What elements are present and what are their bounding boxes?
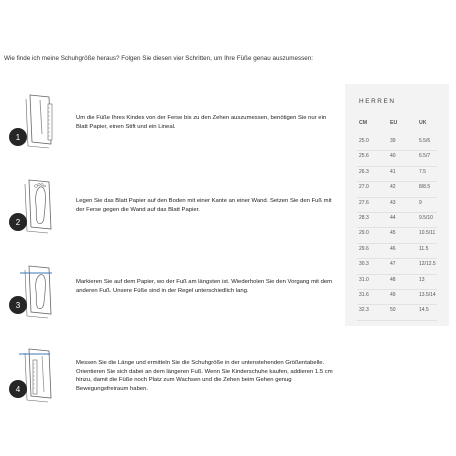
table-cell: 27.6	[359, 199, 369, 206]
table-row	[345, 151, 449, 166]
table-cell: 45	[390, 230, 396, 237]
table-cell: 41	[390, 168, 396, 175]
size-table-rows	[345, 136, 449, 321]
table-cell: 47	[390, 261, 396, 268]
header-uk: UK	[419, 120, 427, 126]
table-cell: 43	[390, 199, 396, 206]
table-cell: 31.0	[359, 276, 369, 283]
table-cell: 26.3	[359, 168, 369, 175]
table-cell: 14.5	[419, 307, 429, 314]
header-cm: CM	[359, 120, 368, 126]
table-cell: 13.5/14	[419, 291, 436, 298]
measure-length-icon	[4, 342, 64, 414]
table-cell: 9.5/10	[419, 214, 433, 221]
step-4	[4, 342, 336, 414]
table-row	[345, 228, 449, 243]
table-cell: 25.6	[359, 153, 369, 160]
table-row	[345, 136, 449, 151]
table-cell: 8/8.5	[419, 184, 431, 191]
table-row	[345, 275, 449, 290]
table-cell: 32.3	[359, 307, 369, 314]
table-cell: 9	[419, 199, 422, 206]
header-eu: EU	[390, 120, 398, 126]
mark-foot-length-icon	[4, 258, 64, 330]
foot-on-paper-icon	[4, 175, 64, 247]
step-number: 4	[15, 385, 21, 394]
step-number: 1	[15, 133, 21, 142]
table-cell: 42	[390, 184, 396, 191]
table-row	[345, 290, 449, 305]
table-row	[345, 244, 449, 259]
table-cell: 5.5/6	[419, 138, 431, 144]
table-cell: 10.5/11	[419, 230, 436, 237]
step-number: 2	[15, 218, 21, 227]
size-table	[345, 84, 449, 326]
table-cell: 29.6	[359, 245, 369, 252]
table-row	[345, 259, 449, 274]
table-row	[345, 198, 449, 213]
step-2	[4, 175, 336, 247]
table-cell: 40	[390, 153, 396, 160]
step-text: Messen Sie die Länge und ermitteln Sie die Schuhgröße in der untenstehenden Größentabelle. Orientieren Sie sich dabei an dem längeren Fuß. Wenn Sie Kinderschuhe kaufen, addieren 1.5 cm hinzu, damit die Füße noch Platz zum Wachsen und die Zehen beim Gehen genug Bewegungsfreiraum haben.	[76, 360, 333, 392]
table-row	[345, 213, 449, 228]
table-cell: 48	[390, 276, 396, 283]
table-cell: 11.5	[419, 245, 429, 252]
intro-text: Wie finde ich meine Schuhgröße heraus? Folgen Sie diesen vier Schritten, um Ihre Füße genau auszumessen:	[4, 55, 314, 62]
table-cell: 12/12.5	[419, 261, 436, 268]
table-cell: 7.5	[419, 168, 426, 175]
table-cell: 13	[419, 276, 425, 283]
table-cell: 29.0	[359, 230, 369, 237]
table-cell: 46	[390, 245, 396, 252]
table-row	[345, 182, 449, 197]
table-cell: 44	[390, 214, 396, 221]
step-number: 3	[15, 301, 21, 310]
step-text: Um die Füße Ihres Kindes von der Ferse bis zu den Zehen auszumessen, benötigen Sie nur ein Blatt Papier, einen Stift und ein Lineal.	[76, 115, 327, 130]
step-text: Markieren Sie auf dem Papier, wo der Fuß am längsten ist. Wiederholen Sie den Vorgang mit dem anderen Fuß. Unsere Füße sind in der Regel unterschiedlich lang.	[76, 279, 333, 294]
table-cell: 39	[390, 138, 396, 144]
step-text: Legen Sie das Blatt Papier auf den Boden mit einer Kante an einer Wand. Setzen Sie den Fuß mit der Ferse gegen die Wand auf das Blatt Papier.	[76, 198, 332, 213]
table-row	[345, 305, 449, 320]
paper-ruler-icon	[4, 90, 64, 162]
step-3	[4, 258, 336, 330]
table-cell: 50	[390, 307, 396, 314]
table-cell: 25.0	[359, 138, 369, 144]
table-cell: 27.0	[359, 184, 369, 191]
table-row	[345, 167, 449, 182]
table-cell: 28.3	[359, 214, 369, 221]
table-cell: 6.5/7	[419, 153, 431, 160]
step-1	[4, 90, 336, 162]
table-cell: 30.3	[359, 261, 369, 268]
table-cell: 31.6	[359, 291, 369, 298]
size-table-header	[345, 120, 449, 130]
table-cell: 49	[390, 291, 396, 298]
size-table-title: HERREN	[359, 98, 396, 105]
